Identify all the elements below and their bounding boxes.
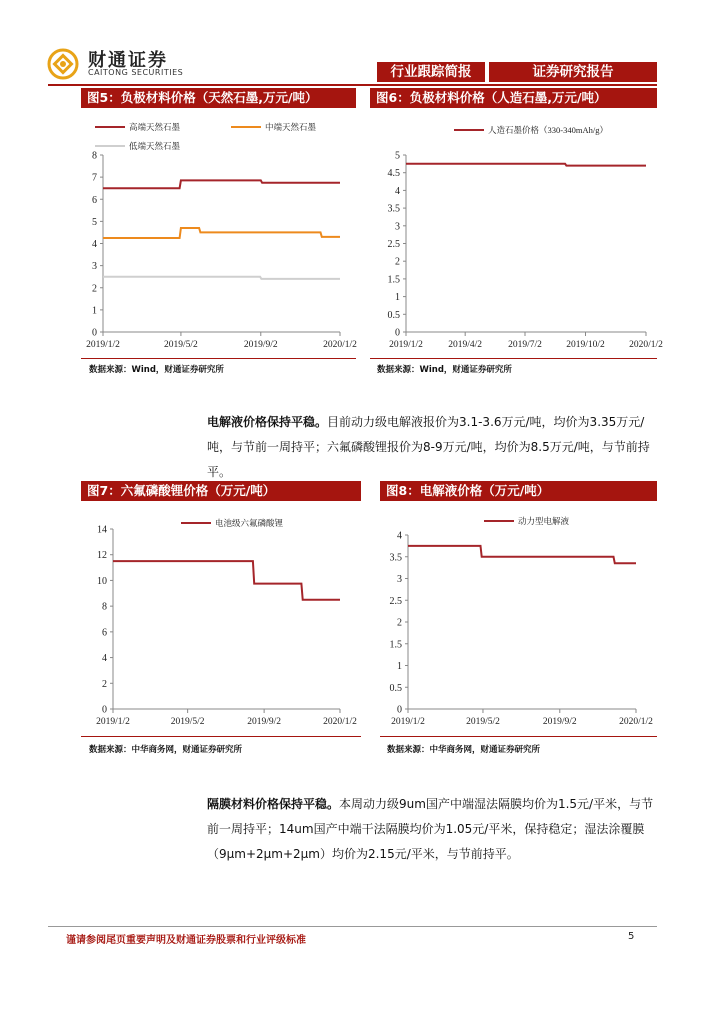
y-tick-label: 8 (92, 150, 97, 162)
x-tick-label: 2019/9/2 (247, 717, 282, 727)
x-tick-label: 2019/1/2 (391, 717, 425, 727)
x-tick-label: 2019/7/2 (508, 340, 542, 350)
report-type-label: 行业跟踪简报 (377, 62, 485, 82)
electrolyte-lead: 电解液价格保持平稳。 (207, 415, 328, 429)
page-number: 5 (628, 931, 635, 942)
series-line-1 (408, 546, 636, 563)
y-tick-label: 6 (92, 194, 97, 206)
y-tick-label: 10 (97, 575, 107, 587)
y-tick-label: 0.5 (387, 309, 400, 321)
y-tick-label: 1.5 (389, 639, 402, 651)
y-tick-label: 4 (92, 239, 97, 250)
legend-label-2: 中端天然石墨 (265, 122, 317, 132)
figure-5-bottom-rule (81, 358, 356, 359)
y-tick-label: 5 (395, 150, 400, 162)
y-tick-label: 14 (97, 524, 107, 536)
y-tick-label: 0 (92, 327, 97, 339)
separator-lead: 隔膜材料价格保持平稳。 (207, 797, 340, 811)
figure-5-title: 图5：负极材料价格（天然石墨,万元/吨） (81, 88, 356, 108)
y-tick-label: 4 (102, 653, 107, 665)
y-tick-label: 2 (397, 617, 402, 629)
y-tick-label: 0.5 (389, 682, 402, 694)
x-tick-label: 2019/5/2 (466, 717, 500, 727)
figure-7-bottom-rule (81, 736, 361, 737)
logo-english-name: CAITONG SECURITIES (88, 68, 184, 77)
figure-8-chart (380, 503, 657, 736)
figure-6-title: 图6：负极材料价格（人造石墨,万元/吨） (370, 88, 657, 108)
x-tick-label: 2019/10/2 (566, 340, 605, 350)
x-tick-label: 2019/9/2 (542, 717, 577, 727)
figure-6-chart (370, 110, 663, 358)
y-tick-label: 12 (97, 550, 107, 562)
x-tick-label: 2019/1/2 (389, 340, 423, 350)
electrolyte-body: 目前动力级电解液报价为3.1-3.6万元/吨，均价为3.35万元/吨，与节前一周持平；六氟磷酸锂报价为8-9万元/吨，均价为8.5万元/吨，与节前持平。 (207, 415, 650, 479)
x-tick-label: 2020/1/2 (619, 717, 653, 727)
y-tick-label: 7 (92, 172, 97, 184)
electrolyte-paragraph (207, 410, 662, 485)
header-divider (48, 84, 657, 86)
figure-6-source: 数据来源：Wind，财通证券研究所 (377, 365, 512, 375)
figure-8-title: 图8：电解液价格（万元/吨） (380, 481, 657, 501)
y-tick-label: 2 (395, 256, 400, 268)
separator-paragraph (207, 792, 662, 867)
y-tick-label: 0 (102, 704, 107, 716)
y-tick-label: 5 (92, 216, 97, 228)
y-tick-label: 4 (397, 530, 402, 542)
report-category-label: 证券研究报告 (489, 62, 657, 82)
y-tick-label: 3 (397, 574, 402, 585)
legend-label-1: 动力型电解液 (518, 516, 570, 526)
series-line-1 (103, 180, 340, 188)
y-tick-label: 4.5 (387, 168, 400, 180)
y-tick-label: 0 (397, 704, 402, 716)
x-tick-label: 2019/5/2 (164, 340, 198, 350)
y-tick-label: 0 (395, 327, 400, 339)
legend-label-3: 低端天然石墨 (129, 141, 181, 151)
y-tick-label: 1 (92, 305, 97, 317)
figure-6-bottom-rule (370, 358, 657, 359)
series-line-3 (103, 277, 340, 279)
caitong-logo-icon (47, 48, 79, 80)
legend-label-1: 人造石墨价格（330-340mAh/g） (488, 125, 608, 135)
x-tick-label: 2020/1/2 (629, 340, 663, 350)
series-line-2 (103, 228, 340, 238)
series-line-1 (406, 164, 646, 166)
separator-body: 本周动力级9um国产中端湿法隔膜均价为1.5元/平米，与节前一周持平；14um国产中端干法隔膜均价为1.05元/平米，保持稳定；湿法涂覆膜（9μm+2μm+2μm）均价为2.15元/平米，与节前持平。 (207, 797, 654, 861)
figure-5-chart (81, 110, 356, 358)
x-tick-label: 2019/4/2 (448, 340, 483, 350)
x-tick-label: 2019/9/2 (243, 340, 278, 350)
logo-chinese-name: 财通证券 (88, 50, 168, 71)
legend-label-1: 电池级六氟磷酸锂 (215, 518, 284, 528)
x-tick-label: 2019/1/2 (86, 340, 120, 350)
y-tick-label: 4 (395, 185, 400, 197)
figure-7-chart (81, 503, 361, 736)
y-tick-label: 1 (395, 292, 400, 304)
x-tick-label: 2019/1/2 (96, 717, 130, 727)
series-line-1 (113, 561, 340, 600)
y-tick-label: 2 (92, 283, 97, 295)
y-tick-label: 3 (395, 221, 400, 233)
y-tick-label: 8 (102, 601, 107, 613)
footer-disclaimer: 谨请参阅尾页重要声明及财通证券股票和行业评级标准 (66, 935, 306, 946)
y-tick-label: 2.5 (387, 239, 400, 250)
y-tick-label: 2.5 (389, 595, 402, 607)
x-tick-label: 2019/5/2 (170, 717, 205, 727)
footer-divider (48, 926, 657, 927)
y-tick-label: 3.5 (387, 203, 400, 215)
figure-8-source: 数据来源：中华商务网，财通证券研究所 (387, 745, 541, 755)
y-tick-label: 3.5 (389, 552, 402, 564)
x-tick-label: 2020/1/2 (323, 717, 357, 727)
y-tick-label: 6 (102, 627, 107, 639)
y-tick-label: 1 (397, 661, 402, 672)
y-tick-label: 2 (102, 678, 107, 690)
figure-7-source: 数据来源：中华商务网，财通证券研究所 (89, 745, 243, 755)
x-tick-label: 2020/1/2 (323, 340, 357, 350)
figure-5-source: 数据来源：Wind，财通证券研究所 (89, 365, 224, 375)
figure-7-title: 图7：六氟磷酸锂价格（万元/吨） (81, 481, 361, 501)
y-tick-label: 1.5 (387, 274, 400, 286)
legend-label-1: 高端天然石墨 (129, 122, 181, 132)
y-tick-label: 3 (92, 261, 97, 273)
figure-8-bottom-rule (380, 736, 657, 737)
